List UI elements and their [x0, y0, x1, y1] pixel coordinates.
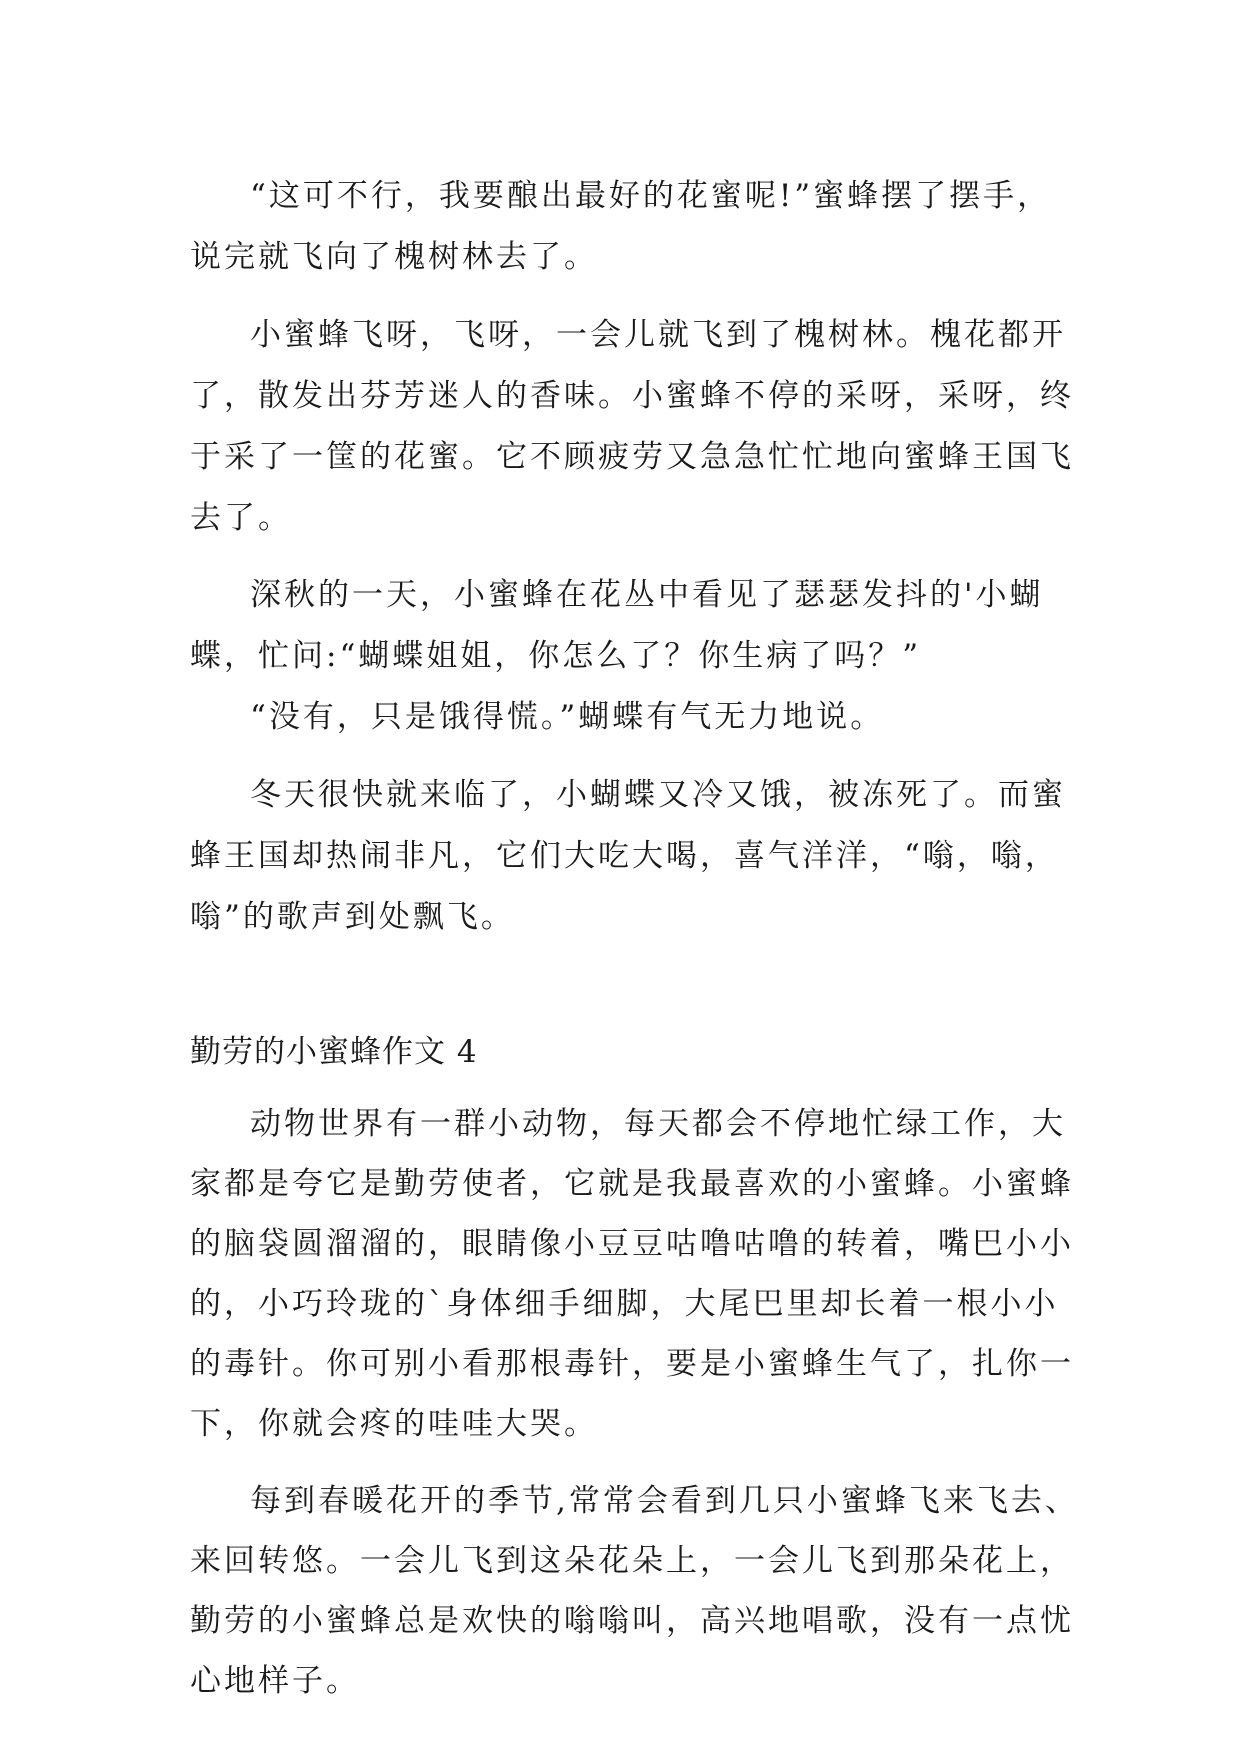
paragraph-line: “这可不行，我要酿出最好的花蜜呢!”蜜蜂摆了摆手，: [250, 178, 1052, 214]
paragraph-line: 蜂王国却热闹非凡，它们大吃大喝，喜气洋洋，“嗡，嗡，: [190, 838, 1059, 874]
paragraph-line: “没有，只是饿得慌。”蝴蝶有气无力地说。: [250, 699, 885, 735]
paragraph-line: 每到春暖花开的季节,常常会看到几只小蜜蜂飞来飞去、: [250, 1483, 1079, 1519]
paragraph-line: 小蜜蜂飞呀，飞呀，一会儿就飞到了槐树林。槐花都开: [250, 317, 1066, 353]
paragraph-line: 蝶，忙问:“蝴蝶姐姐，你怎么了？你生病了吗？”: [190, 638, 922, 674]
paragraph-line: 说完就飞向了槐树林去了。: [190, 239, 598, 275]
paragraph-line: 去了。: [190, 500, 292, 536]
section-heading: 勤劳的小蜜蜂作文 4: [190, 1034, 478, 1070]
paragraph-line: 来回转悠。一会儿飞到这朵花朵上，一会儿飞到那朵花上，: [190, 1543, 1074, 1579]
paragraph-line: 的毒针。你可别小看那根毒针，要是小蜜蜂生气了，扎你一: [190, 1346, 1074, 1382]
paragraph-line: 冬天很快就来临了，小蝴蝶又冷又饿，被冻死了。而蜜: [250, 777, 1066, 813]
paragraph-line: 的，小巧玲珑的`身体细手细脚，大尾巴里却长着一根小小: [190, 1286, 1059, 1322]
paragraph-line: 下，你就会疼的哇哇大哭。: [190, 1406, 598, 1442]
paragraph-line: 动物世界有一群小动物，每天都会不停地忙绿工作，大: [250, 1106, 1066, 1142]
paragraph-line: 家都是夸它是勤劳使者，它就是我最喜欢的小蜜蜂。小蜜蜂: [190, 1166, 1074, 1202]
paragraph-line: 于采了一筐的花蜜。它不顾疲劳又急急忙忙地向蜜蜂王国飞: [190, 439, 1074, 475]
paragraph-line: 深秋的一天，小蜜蜂在花丛中看见了瑟瑟发抖的'小蝴: [250, 577, 1044, 613]
paragraph-line: 了，散发出芬芳迷人的香味。小蜜蜂不停的采呀，采呀，终: [190, 378, 1074, 414]
paragraph-line: 心地样子。: [190, 1663, 360, 1699]
paragraph-line: 嗡”的歌声到处飘飞。: [190, 899, 515, 935]
paragraph-line: 的脑袋圆溜溜的，眼睛像小豆豆咕噜咕噜的转着，嘴巴小小: [190, 1226, 1074, 1262]
paragraph-line: 勤劳的小蜜蜂总是欢快的嗡嗡叫，高兴地唱歌，没有一点忧: [190, 1603, 1074, 1639]
